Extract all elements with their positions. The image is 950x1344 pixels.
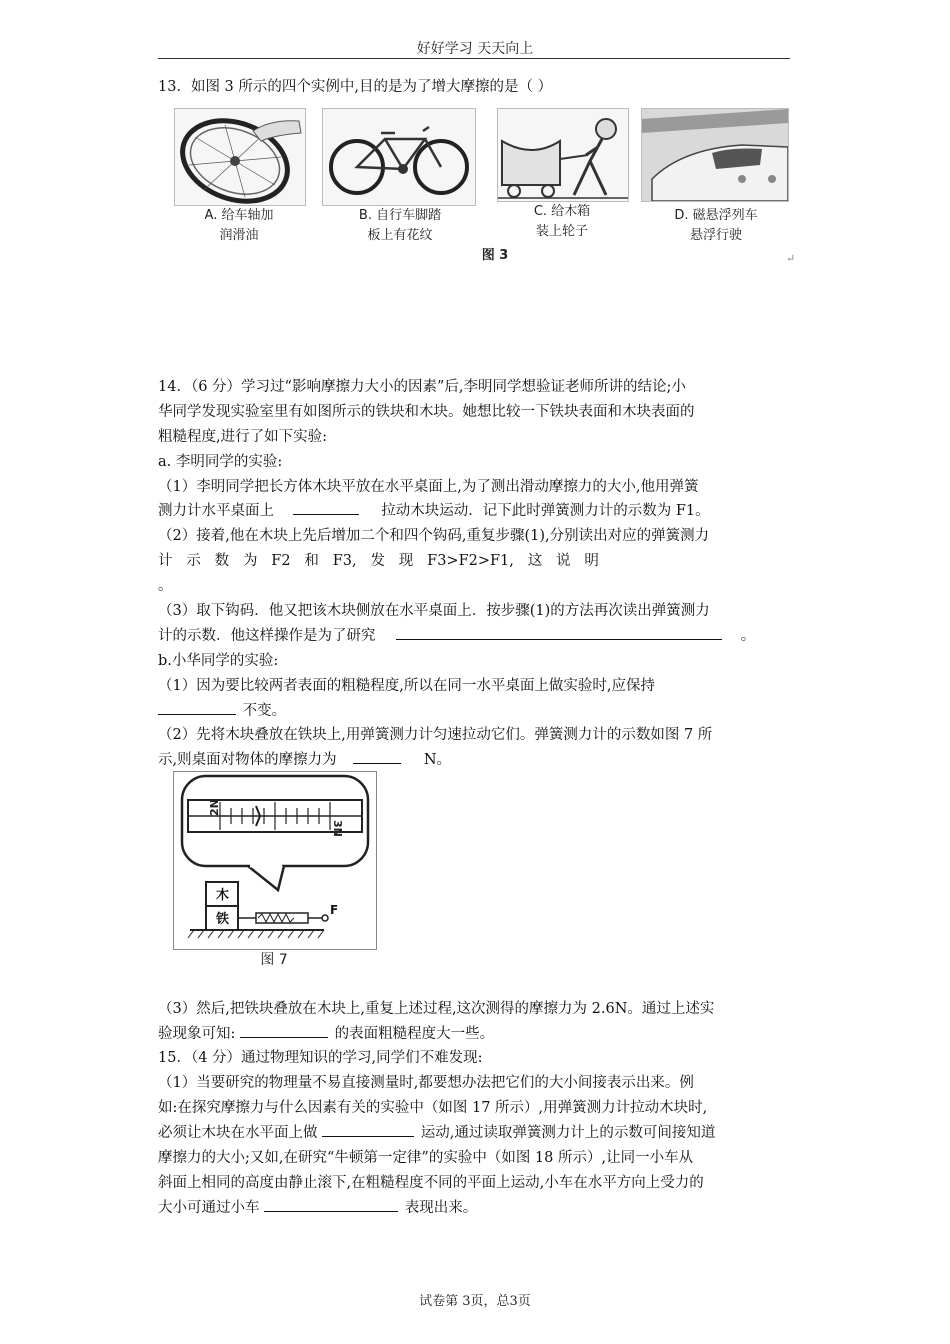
q14-intro-line2: 华同学发现实验室里有如图所示的铁块和木块。她想比较一下铁块表面和木块表面的 <box>158 404 695 420</box>
q14-b3-line2 <box>158 1023 790 1045</box>
page-header-title: 好好学习 天天向上 <box>416 41 534 57</box>
q13-image-maglev <box>641 108 789 202</box>
scale-right-label: 3N <box>331 820 344 837</box>
scale-left-label: 2N <box>208 799 221 816</box>
q14-a1-line2 <box>158 500 790 522</box>
force-label: F <box>330 903 339 917</box>
q14-a3-answer-blank[interactable] <box>396 625 722 640</box>
maglev-train-picture <box>642 109 788 201</box>
q13-option-d-line2: 悬浮行驶 <box>689 228 742 243</box>
q15-p1-line4: 摩擦力的大小;又如,在研究“牛顿第一定律”的实验中（如图 18 所示）,让同一小车从 <box>158 1150 694 1166</box>
q15-p1-line3 <box>158 1122 790 1144</box>
iron-block-label: 铁 <box>216 912 230 927</box>
q13-figure-caption: 图 3 <box>481 248 509 263</box>
bicycle-picture <box>323 109 475 205</box>
q14-b2-line1: （2）先将木块叠放在铁块上,用弹簧测力计匀速拉动它们。弹簧测力计的示数如图 7 所 <box>158 727 713 743</box>
q13-option-c-line2: 装上轮子 <box>535 224 588 239</box>
q14-b3-line2-post: 的表面粗糙程度大一些。 <box>334 1026 495 1042</box>
q14-a2-line3: 。 <box>158 578 173 594</box>
box-picture <box>498 109 628 201</box>
q13-option-a-line1: A. 给车轴加 <box>204 208 274 223</box>
q14-b2-line2-post: N。 <box>423 752 452 768</box>
q14-a3-line2-pre: 计的示数．他这样操作是为了研究 <box>158 628 376 644</box>
q15-p1-line3-pre: 必须让木块在水平面上做 <box>158 1125 318 1141</box>
header-divider <box>158 58 790 59</box>
q14-b1-line2-post: 不变。 <box>242 703 287 719</box>
q15-motion-answer-blank[interactable] <box>322 1122 414 1137</box>
q14-b1-line1: （1）因为要比较两者表面的粗糙程度,所以在同一水平桌面上做实验时,应保持 <box>158 678 655 694</box>
q14-a1-line1: （1）李明同学把长方体木块平放在水平桌面上,为了测出滑动摩擦力的大小,他用弹簧 <box>158 479 699 495</box>
q15-intro: 15．（4 分）通过物理知识的学习,同学们不难发现: <box>158 1050 483 1066</box>
q14-b3-line1: （3）然后,把铁块叠放在木块上,重复上述过程,这次测得的摩擦力为 2.6N。通过上述实 <box>158 1001 715 1017</box>
q13-image-bicycle <box>322 108 476 206</box>
q14-b2-answer-blank[interactable] <box>353 749 401 764</box>
q15-p1-line2: 如:在探究摩擦力与什么因素有关的实验中（如图 17 所示）,用弹簧测力计拉动木块时, <box>158 1100 708 1116</box>
q14-a2-line2: 计 示 数 为 F2 和 F3, 发 现 F3>F2>F1, 这 说 明 <box>158 553 599 569</box>
q14-a3-line1: （3）取下钩码．他又把该木块侧放在水平桌面上．按步骤(1)的方法再次读出弹簧测力 <box>158 603 710 619</box>
page-footer: 试卷第 3页，总3页 <box>419 1294 531 1309</box>
q13-option-d-line1: D. 磁悬浮列车 <box>674 208 758 223</box>
q14-a1-line2-pre: 测力计水平桌面上 <box>158 503 274 519</box>
q13-image-wheel <box>174 108 306 206</box>
q14-a1-line2-post: 拉动木块运动．记下此时弹簧测力计的示数为 F1。 <box>381 503 710 519</box>
q14-intro-line3: 粗糙程度,进行了如下实验: <box>158 429 327 445</box>
q14-a3-line2-post: 。 <box>740 628 756 644</box>
spring-scale-diagram <box>174 772 376 949</box>
q13-option-c-line1: C. 给木箱 <box>533 204 591 219</box>
q15-p1-line1: （1）当要研究的物理量不易直接测量时,都要想办法把它们的大小间接表示出来。例 <box>158 1075 694 1091</box>
q15-p1-line6-pre: 大小可通过小车 <box>158 1200 260 1216</box>
q13-option-b-line2: 板上有花纹 <box>367 228 433 243</box>
q13-option-a-line2: 润滑油 <box>219 228 259 243</box>
q14-b1-line2 <box>158 700 790 722</box>
q13-stem: 13．如图 3 所示的四个实例中,目的是为了增大摩擦的是（ ） <box>158 79 553 95</box>
q14-b2-line2-pre: 示,则桌面对物体的摩擦力为 <box>158 752 337 768</box>
q14-intro-line1: 14．（6 分）学习过“影响摩擦力大小的因素”后,李明同学想验证老师所讲的结论;小 <box>158 379 686 395</box>
q13-image-box <box>497 108 629 202</box>
figure-7-spring-scale <box>173 771 377 950</box>
q13-option-b-line1: B. 自行车脚踏 <box>358 208 442 223</box>
q14-part-a-title: a. 李明同学的实验: <box>158 454 283 470</box>
q14-part-b-title: b.小华同学的实验: <box>158 653 279 669</box>
q13-return-mark: ↵ <box>786 252 796 265</box>
q14-b3-line2-pre: 验现象可知: <box>158 1026 236 1042</box>
q14-b2-line2 <box>158 749 790 771</box>
q14-a1-answer-blank[interactable] <box>293 500 359 515</box>
q14-b3-answer-blank[interactable] <box>240 1023 328 1038</box>
q15-p1-line5: 斜面上相同的高度由静止滚下,在粗糙程度不同的平面上运动,小车在水平方向上受力的 <box>158 1175 704 1191</box>
wood-block-label: 木 <box>216 888 230 903</box>
wheel-picture <box>175 109 305 205</box>
q14-a3-line2 <box>158 625 790 647</box>
q15-p1-line3-post: 运动,通过读取弹簧测力计上的示数可间接知道 <box>420 1125 716 1141</box>
q15-p1-line6-post: 表现出来。 <box>404 1200 478 1216</box>
q14-a2-line1: （2）接着,他在木块上先后增加二个和四个钩码,重复步骤(1),分别读出对应的弹簧测力 <box>158 528 710 544</box>
q15-car-answer-blank[interactable] <box>264 1197 398 1212</box>
q15-p1-line6 <box>158 1197 790 1219</box>
figure-7-caption: 图 7 <box>260 952 288 968</box>
q14-b1-answer-blank[interactable] <box>158 700 236 715</box>
